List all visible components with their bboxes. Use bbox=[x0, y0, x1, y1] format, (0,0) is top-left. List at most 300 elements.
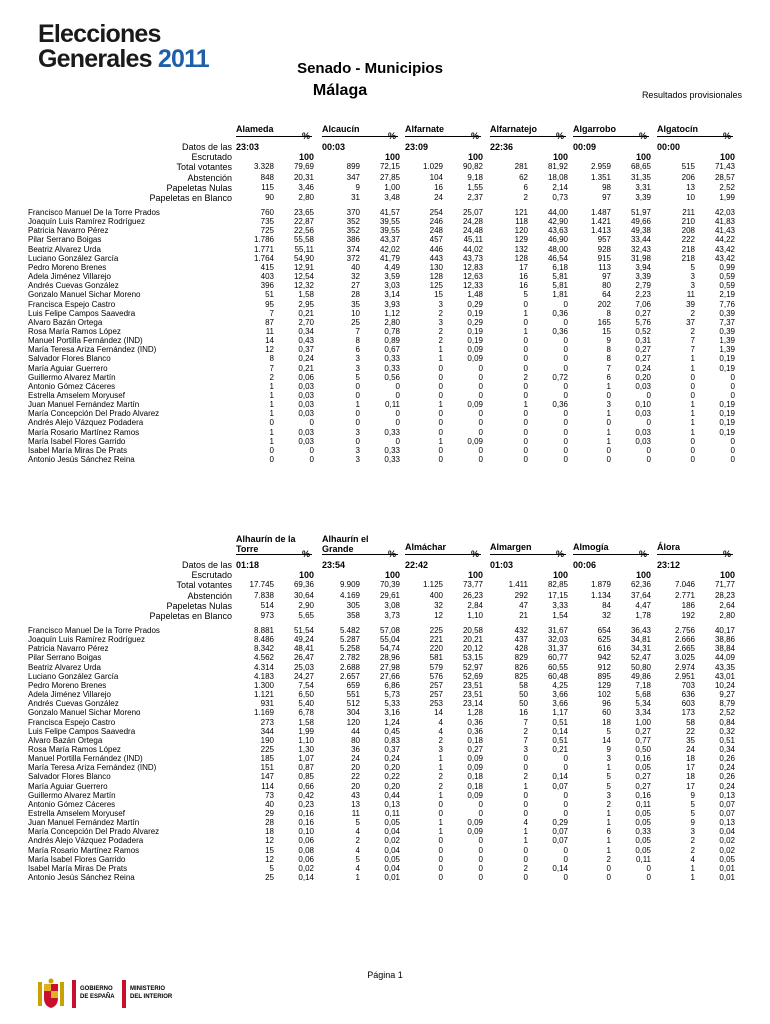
vote-count: 551 bbox=[346, 690, 360, 700]
vote-count: 0 bbox=[438, 873, 443, 883]
candidate-name: Francisca Espejo Castro bbox=[28, 299, 116, 309]
vote-count: 128 bbox=[514, 253, 528, 263]
candidate-name: Antonio Jesús Sánchez Reina bbox=[28, 873, 135, 883]
vote-count: 344 bbox=[260, 726, 274, 736]
vote-percent: 0,56 bbox=[384, 372, 400, 382]
vote-percent: 24,48 bbox=[462, 226, 483, 236]
vote-count: 96 bbox=[602, 699, 611, 709]
vote-percent: 24,27 bbox=[293, 671, 314, 681]
stat-count: 90 bbox=[265, 193, 274, 202]
vote-count: 32 bbox=[351, 272, 360, 282]
vote-percent: 0 bbox=[563, 799, 568, 809]
vote-count: 132 bbox=[514, 244, 528, 254]
vote-count: 304 bbox=[346, 708, 360, 718]
vote-count: 130 bbox=[429, 262, 443, 272]
vote-percent: 1,39 bbox=[719, 345, 735, 355]
vote-percent: 0,16 bbox=[298, 818, 314, 828]
stat-percent: 17,15 bbox=[547, 590, 568, 600]
candidate-name: María Concepción Del Prado Alvarez bbox=[28, 409, 160, 419]
municipality-name: Alameda bbox=[236, 124, 274, 134]
vote-percent: 0 bbox=[478, 845, 483, 855]
stat-count: 17.745 bbox=[249, 580, 274, 590]
vote-percent: 0,27 bbox=[635, 772, 651, 782]
vote-count: 7 bbox=[690, 345, 695, 355]
vote-count: 0 bbox=[523, 455, 528, 465]
vote-count: 3 bbox=[690, 281, 695, 291]
vote-percent: 48,00 bbox=[547, 244, 568, 254]
vote-percent: 0 bbox=[478, 363, 483, 373]
vote-count: 1.786 bbox=[253, 235, 274, 245]
vote-percent: 39,55 bbox=[379, 226, 400, 236]
scrutinized-value: 100 bbox=[384, 570, 400, 581]
candidate-name: Adela Jiménez Villarejo bbox=[28, 272, 112, 282]
candidate-name: Luciano González García bbox=[28, 671, 119, 681]
gov-line2: DE ESPAÑA bbox=[80, 994, 115, 1000]
vote-percent: 6,78 bbox=[298, 708, 314, 718]
vote-percent: 0,27 bbox=[635, 354, 651, 364]
vote-count: 3 bbox=[438, 744, 443, 754]
vote-percent: 0,36 bbox=[467, 726, 483, 736]
vote-count: 8.486 bbox=[253, 635, 274, 645]
vote-percent: 7,37 bbox=[719, 317, 735, 327]
candidate-name: Gonzalo Manuel Sichar Moreno bbox=[28, 290, 141, 300]
candidate-name: Adela Jiménez Villarejo bbox=[28, 690, 112, 700]
vote-percent: 0,89 bbox=[384, 336, 400, 346]
update-time: 23:09 bbox=[405, 142, 429, 152]
vote-count: 703 bbox=[681, 680, 695, 690]
vote-count: 0 bbox=[690, 391, 695, 400]
vote-percent: 0,02 bbox=[719, 845, 735, 855]
vote-percent: 0,50 bbox=[635, 744, 651, 754]
vote-count: 0 bbox=[355, 418, 360, 428]
vote-count: 211 bbox=[682, 208, 695, 217]
stat-percent: 2,84 bbox=[467, 600, 483, 610]
stat-count: 4.169 bbox=[339, 590, 360, 600]
vote-count: 129 bbox=[597, 680, 611, 690]
vote-count: 8 bbox=[606, 345, 611, 355]
vote-count: 3 bbox=[355, 427, 360, 437]
vote-percent: 0 bbox=[309, 445, 314, 455]
vote-count: 151 bbox=[260, 763, 274, 773]
vote-percent: 0 bbox=[309, 418, 314, 428]
vote-percent: 0,36 bbox=[552, 326, 568, 336]
vote-count: 12 bbox=[265, 836, 274, 846]
vote-count: 0 bbox=[438, 455, 443, 465]
vote-percent: 42,03 bbox=[714, 208, 735, 217]
vote-count: 0 bbox=[355, 436, 360, 446]
vote-count: 222 bbox=[681, 235, 695, 245]
ministry-line1: MINISTERIO bbox=[130, 986, 166, 992]
vote-percent: 3,39 bbox=[635, 272, 651, 282]
vote-count: 0 bbox=[523, 418, 528, 428]
vote-count: 403 bbox=[260, 272, 274, 282]
vote-percent: 38,86 bbox=[714, 635, 735, 645]
vote-count: 2 bbox=[523, 372, 528, 382]
vote-percent: 0 bbox=[478, 836, 483, 846]
vote-count: 2 bbox=[523, 726, 528, 736]
stat-count: 1.411 bbox=[508, 580, 528, 590]
stat-percent: 3,33 bbox=[552, 600, 568, 610]
vote-percent: 20,12 bbox=[462, 644, 483, 654]
vote-percent: 43,37 bbox=[379, 235, 400, 245]
candidate-name: Juan Manuel Fernández Martín bbox=[28, 818, 140, 828]
vote-count: 1 bbox=[690, 863, 695, 873]
vote-count: 254 bbox=[429, 208, 443, 217]
vote-percent: 0,87 bbox=[298, 763, 314, 773]
stat-count: 13 bbox=[686, 182, 695, 192]
stat-percent: 2,80 bbox=[298, 193, 314, 202]
percent-symbol: % bbox=[471, 131, 480, 141]
vote-count: 2 bbox=[438, 336, 443, 346]
vote-percent: 0,20 bbox=[384, 763, 400, 773]
candidate-name: Pilar Serrano Boigas bbox=[28, 653, 102, 663]
vote-count: 2.657 bbox=[339, 671, 360, 681]
vote-percent: 0,37 bbox=[298, 345, 314, 355]
candidate-name: María Teresa Ariza Fernández (IND) bbox=[28, 345, 157, 355]
vote-count: 1 bbox=[690, 363, 695, 373]
vote-percent: 0,21 bbox=[298, 308, 314, 318]
vote-count: 210 bbox=[681, 217, 695, 227]
page-subtitle: Málaga bbox=[312, 82, 368, 99]
vote-count: 0 bbox=[523, 873, 528, 883]
vote-percent: 2,70 bbox=[298, 317, 314, 327]
vote-count: 190 bbox=[260, 735, 274, 745]
vote-count: 931 bbox=[260, 699, 274, 709]
vote-count: 825 bbox=[514, 671, 528, 681]
vote-count: 0 bbox=[690, 455, 695, 465]
vote-count: 5 bbox=[606, 726, 611, 736]
vote-percent: 60,77 bbox=[547, 653, 568, 663]
vote-percent: 0,26 bbox=[719, 754, 735, 764]
vote-count: 118 bbox=[515, 217, 528, 227]
vote-count: 95 bbox=[265, 299, 274, 309]
municipality-name: Alcaucín bbox=[322, 124, 360, 134]
vote-count: 3 bbox=[355, 363, 360, 373]
column-rule bbox=[405, 554, 481, 555]
vote-count: 3 bbox=[606, 754, 611, 764]
candidate-name: Juan Manuel Fernández Martín bbox=[28, 400, 140, 410]
vote-percent: 43,42 bbox=[714, 244, 735, 254]
vote-count: 0 bbox=[438, 409, 443, 419]
vote-percent: 0 bbox=[563, 873, 568, 883]
stat-percent: 3,08 bbox=[384, 600, 400, 610]
status-label: Resultados provisionales bbox=[641, 90, 742, 100]
vote-count: 7 bbox=[523, 717, 528, 727]
vote-count: 1 bbox=[523, 836, 528, 846]
vote-count: 14 bbox=[265, 336, 274, 346]
vote-percent: 4,49 bbox=[384, 262, 400, 272]
vote-count: 1 bbox=[606, 836, 611, 846]
vote-percent: 0,05 bbox=[635, 818, 651, 828]
candidate-name: Gonzalo Manuel Sichar Moreno bbox=[28, 708, 141, 718]
vote-percent: 0 bbox=[478, 455, 483, 465]
vote-percent: 0,44 bbox=[384, 790, 400, 800]
vote-percent: 0,21 bbox=[552, 744, 568, 754]
vote-count: 165 bbox=[597, 317, 611, 327]
stat-count: 400 bbox=[429, 590, 443, 600]
stat-count: 1.134 bbox=[590, 590, 611, 600]
vote-percent: 44,09 bbox=[714, 653, 735, 663]
vote-count: 5.482 bbox=[339, 626, 360, 635]
vote-count: 1.169 bbox=[253, 708, 274, 718]
vote-count: 915 bbox=[597, 253, 611, 263]
percent-symbol: % bbox=[556, 131, 565, 141]
vote-percent: 0 bbox=[563, 854, 568, 864]
vote-percent: 0 bbox=[563, 427, 568, 437]
vote-count: 7 bbox=[690, 336, 695, 346]
percent-symbol: % bbox=[302, 131, 311, 141]
vote-count: 4.183 bbox=[253, 671, 274, 681]
vote-count: 0 bbox=[269, 455, 274, 465]
vote-percent: 0 bbox=[563, 845, 568, 855]
vote-percent: 43,35 bbox=[714, 662, 735, 672]
vote-percent: 5,34 bbox=[635, 699, 651, 709]
vote-count: 0 bbox=[355, 409, 360, 419]
vote-percent: 0 bbox=[478, 372, 483, 382]
vote-count: 0 bbox=[523, 345, 528, 355]
vote-percent: 0,27 bbox=[635, 726, 651, 736]
vote-percent: 0,85 bbox=[298, 772, 314, 782]
vote-count: 0 bbox=[606, 445, 611, 455]
vote-percent: 0,18 bbox=[467, 772, 483, 782]
vote-count: 443 bbox=[429, 253, 443, 263]
stat-percent: 2,64 bbox=[719, 600, 735, 610]
vote-percent: 0,14 bbox=[298, 873, 314, 883]
vote-count: 0 bbox=[523, 363, 528, 373]
stat-percent: 3,73 bbox=[384, 611, 400, 620]
stat-percent: 31,35 bbox=[630, 172, 651, 182]
vote-count: 0 bbox=[523, 754, 528, 764]
government-logo bbox=[36, 978, 186, 1012]
stat-count: 6 bbox=[523, 182, 528, 192]
vote-percent: 0 bbox=[478, 445, 483, 455]
stat-count: 16 bbox=[434, 182, 443, 192]
vote-count: 3 bbox=[438, 317, 443, 327]
vote-count: 428 bbox=[514, 644, 528, 654]
stat-count: 206 bbox=[681, 172, 695, 182]
stat-count: 899 bbox=[346, 162, 360, 172]
vote-count: 1.413 bbox=[590, 226, 611, 236]
stat-count: 62 bbox=[519, 172, 528, 182]
vote-percent: 2,23 bbox=[635, 290, 651, 300]
vote-count: 1.771 bbox=[253, 244, 274, 254]
municipality-name: Alhaurín de la Torre bbox=[236, 534, 296, 554]
percent-symbol: % bbox=[388, 549, 397, 559]
stat-percent: 3,46 bbox=[298, 182, 314, 192]
vote-percent: 0,04 bbox=[384, 827, 400, 837]
vote-percent: 0,29 bbox=[467, 317, 483, 327]
vote-count: 0 bbox=[606, 873, 611, 883]
vote-count: 0 bbox=[438, 854, 443, 864]
vote-count: 352 bbox=[346, 217, 360, 227]
vote-count: 654 bbox=[597, 626, 611, 635]
vote-percent: 0,03 bbox=[298, 391, 314, 400]
vote-count: 829 bbox=[514, 653, 528, 663]
vote-percent: 32,03 bbox=[547, 635, 568, 645]
vote-percent: 0 bbox=[563, 317, 568, 327]
column-rule bbox=[490, 554, 566, 555]
vote-count: 4 bbox=[438, 726, 443, 736]
candidate-name: Pedro Moreno Brenes bbox=[28, 680, 107, 690]
vote-count: 8 bbox=[355, 336, 360, 346]
vote-count: 20 bbox=[351, 763, 360, 773]
stat-label: Datos de las bbox=[181, 142, 232, 152]
vote-count: 11 bbox=[351, 809, 360, 818]
stat-percent: 2,80 bbox=[719, 611, 735, 620]
vote-percent: 0,02 bbox=[719, 836, 735, 846]
vote-count: 957 bbox=[597, 235, 611, 245]
vote-percent: 0,36 bbox=[552, 400, 568, 410]
vote-count: 4 bbox=[355, 845, 360, 855]
stat-percent: 71,77 bbox=[714, 580, 735, 590]
vote-percent: 0 bbox=[478, 873, 483, 883]
update-time: 01:03 bbox=[490, 560, 514, 570]
vote-percent: 0,19 bbox=[467, 308, 483, 318]
stat-percent: 4,47 bbox=[635, 600, 651, 610]
vote-count: 27 bbox=[351, 281, 360, 291]
stat-percent: 29,61 bbox=[379, 590, 400, 600]
vote-count: 0 bbox=[523, 427, 528, 437]
candidate-name: Antonio Jesús Sánchez Reina bbox=[28, 455, 135, 465]
vote-percent: 0,22 bbox=[384, 772, 400, 782]
stat-label: Abstención bbox=[187, 172, 232, 183]
vote-percent: 3,16 bbox=[384, 708, 400, 718]
stat-count: 9 bbox=[355, 182, 360, 192]
vote-count: 43 bbox=[351, 790, 360, 800]
vote-percent: 54,90 bbox=[293, 253, 314, 263]
candidate-name: Luis Felipe Campos Saavedra bbox=[28, 308, 136, 318]
vote-percent: 43,63 bbox=[547, 226, 568, 236]
stat-count: 2 bbox=[523, 193, 528, 202]
vote-percent: 0,03 bbox=[635, 409, 651, 419]
vote-percent: 0 bbox=[646, 873, 651, 883]
vote-count: 0 bbox=[438, 799, 443, 809]
vote-percent: 0,19 bbox=[719, 363, 735, 373]
scrutinized-value: 100 bbox=[552, 570, 568, 581]
vote-count: 6 bbox=[355, 345, 360, 355]
municipality-name: Alfarnatejo bbox=[490, 124, 538, 134]
vote-count: 2 bbox=[438, 308, 443, 318]
vote-count: 13 bbox=[351, 799, 360, 809]
update-time: 22:42 bbox=[405, 560, 429, 570]
vote-percent: 0,09 bbox=[467, 436, 483, 446]
vote-count: 22 bbox=[686, 726, 695, 736]
vote-count: 50 bbox=[519, 699, 528, 709]
stat-count: 2.959 bbox=[590, 162, 611, 172]
vote-count: 0 bbox=[523, 409, 528, 419]
vote-percent: 0 bbox=[478, 427, 483, 437]
vote-percent: 41,57 bbox=[379, 208, 400, 217]
vote-percent: 0 bbox=[478, 418, 483, 428]
vote-percent: 2,79 bbox=[635, 281, 651, 291]
vote-count: 3 bbox=[355, 455, 360, 465]
vote-percent: 7,18 bbox=[635, 680, 651, 690]
vote-count: 616 bbox=[597, 644, 611, 654]
vote-count: 15 bbox=[434, 290, 443, 300]
vote-count: 2 bbox=[523, 863, 528, 873]
vote-percent: 0,19 bbox=[719, 418, 735, 428]
vote-percent: 7,76 bbox=[719, 299, 735, 309]
stat-count: 21 bbox=[519, 611, 528, 620]
vote-count: 1 bbox=[606, 427, 611, 437]
vote-count: 3 bbox=[606, 790, 611, 800]
vote-count: 0 bbox=[269, 418, 274, 428]
vote-count: 2 bbox=[523, 772, 528, 782]
vote-count: 12 bbox=[265, 854, 274, 864]
vote-count: 5 bbox=[269, 863, 274, 873]
vote-count: 14 bbox=[602, 735, 611, 745]
vote-count: 928 bbox=[597, 244, 611, 254]
vote-percent: 6,86 bbox=[384, 680, 400, 690]
vote-percent: 25,07 bbox=[462, 208, 483, 217]
vote-count: 7 bbox=[523, 735, 528, 745]
vote-count: 0 bbox=[438, 372, 443, 382]
vote-count: 2 bbox=[690, 845, 695, 855]
vote-count: 2.951 bbox=[674, 671, 695, 681]
vote-count: 11 bbox=[686, 290, 695, 300]
vote-count: 16 bbox=[519, 708, 528, 718]
vote-count: 173 bbox=[681, 708, 695, 718]
stat-count: 347 bbox=[346, 172, 360, 182]
stat-count: 32 bbox=[434, 600, 443, 610]
vote-count: 512 bbox=[346, 699, 360, 709]
vote-count: 18 bbox=[602, 717, 611, 727]
stat-label: Total votantes bbox=[176, 162, 232, 173]
vote-percent: 1,24 bbox=[384, 717, 400, 727]
vote-percent: 8,79 bbox=[719, 699, 735, 709]
vote-count: 0 bbox=[523, 809, 528, 818]
vote-percent: 5,73 bbox=[384, 690, 400, 700]
vote-percent: 0,33 bbox=[384, 354, 400, 364]
vote-count: 1 bbox=[606, 409, 611, 419]
stat-percent: 68,65 bbox=[630, 162, 651, 172]
vote-count: 29 bbox=[265, 809, 274, 818]
vote-percent: 0,59 bbox=[719, 272, 735, 282]
vote-percent: 4,25 bbox=[552, 680, 568, 690]
vote-count: 37 bbox=[686, 317, 695, 327]
vote-count: 113 bbox=[598, 262, 611, 272]
vote-percent: 0 bbox=[646, 445, 651, 455]
vote-count: 4 bbox=[355, 863, 360, 873]
vote-percent: 0 bbox=[478, 809, 483, 818]
vote-percent: 2,80 bbox=[384, 317, 400, 327]
vote-percent: 0,29 bbox=[467, 299, 483, 309]
candidate-name: Francisco Manuel De la Torre Prados bbox=[28, 208, 160, 217]
candidate-name: Francisca Espejo Castro bbox=[28, 717, 116, 727]
vote-percent: 1,48 bbox=[467, 290, 483, 300]
update-time: 00:09 bbox=[573, 142, 597, 152]
vote-count: 218 bbox=[681, 244, 695, 254]
vote-percent: 0,26 bbox=[719, 772, 735, 782]
vote-count: 10 bbox=[351, 308, 360, 318]
vote-count: 0 bbox=[523, 317, 528, 327]
vote-count: 1 bbox=[690, 354, 695, 364]
vote-percent: 1,81 bbox=[552, 290, 568, 300]
scrutinized-value: 100 bbox=[467, 570, 483, 581]
vote-count: 225 bbox=[260, 744, 274, 754]
vote-count: 1 bbox=[606, 809, 611, 818]
vote-count: 2.782 bbox=[339, 653, 360, 663]
vote-count: 1 bbox=[606, 436, 611, 446]
vote-percent: 0,77 bbox=[635, 735, 651, 745]
stat-percent: 71,43 bbox=[714, 162, 735, 172]
vote-percent: 43,42 bbox=[714, 253, 735, 263]
stat-label: Total votantes bbox=[176, 580, 232, 591]
candidate-name: Joaquín Luis Ramírez Rodríguez bbox=[28, 217, 145, 227]
vote-percent: 0 bbox=[395, 409, 400, 419]
vote-percent: 0,19 bbox=[719, 409, 735, 419]
vote-count: 44 bbox=[351, 726, 360, 736]
